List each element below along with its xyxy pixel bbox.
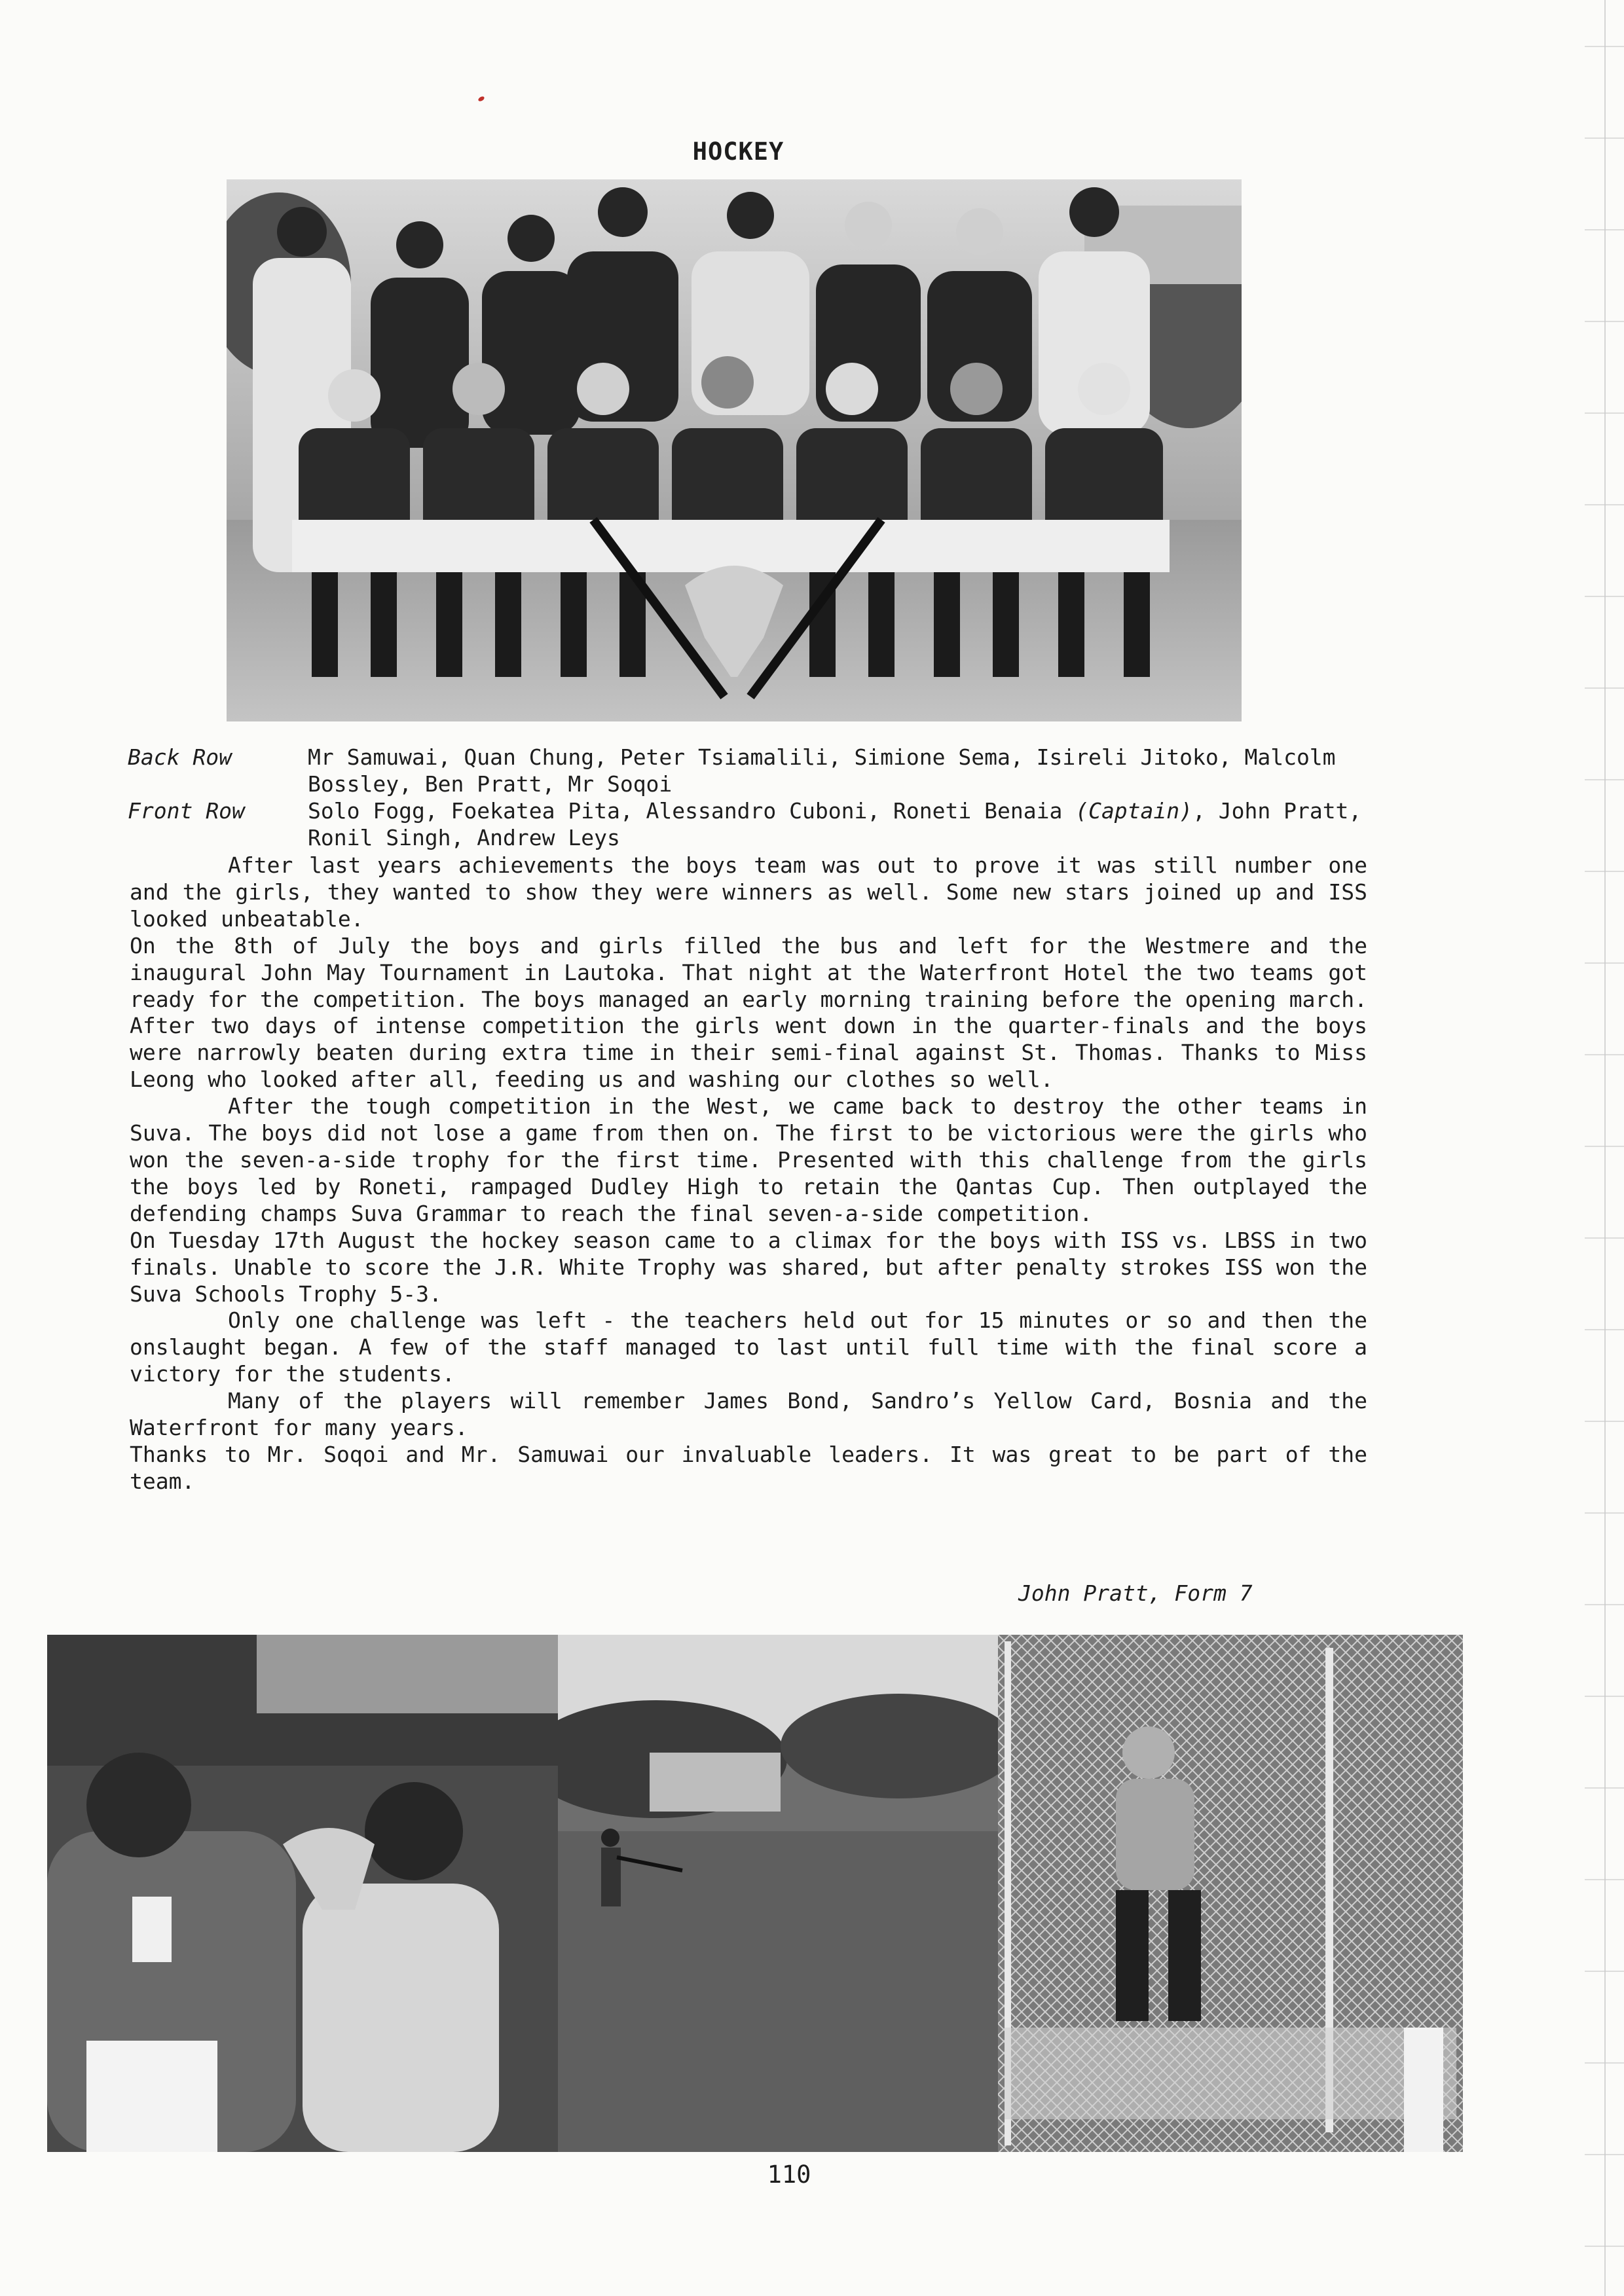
page-number: 110 [767,2160,811,2189]
ink-mark [477,96,485,102]
binder-edge [1585,0,1624,2296]
goalkeeper-photo [998,1635,1463,2152]
paragraph: Thanks to Mr. Soqoi and Mr. Samuwai our invaluable leaders. It was great to be part of the team. [130,1441,1367,1494]
trophy-presentation-photo [47,1635,558,2152]
front-row-label: Front Row [128,798,245,824]
paragraph: After last years achievements the boys team was out to prove it was still number one and the girls, they wanted to show they were winners as well. Some new stars joined up and ISS looked unbeatable. [130,852,1367,932]
team-photo-image [227,179,1242,721]
page-title: HOCKEY [692,137,784,166]
paragraph: Many of the players will remember James Bond, Sandro’s Yellow Card, Bosnia and the Waterfront for many years. [130,1388,1367,1441]
author-signature: John Pratt, Form 7 [1018,1580,1253,1606]
goalkeeper-image [998,1635,1463,2152]
back-row-names: Mr Samuwai, Quan Chung, Peter Tsiamalili, Simione Sema, Isireli Jitoko, Malcolm Bossley, Ben Pratt, Mr Soqoi [308,744,1336,797]
paragraph: On Tuesday 17th August the hockey season came to a climax for the boys with ISS vs. LBSS in two finals. Unable to score the J.R. White Trophy was shared, but after penalty strokes ISS won the Suva Schools Trophy 5-3. [130,1227,1367,1307]
paragraph: Only one challenge was left - the teachers held out for 15 minutes or so and then the onslaught began. A few of the staff managed to last until full time with the final score a victory for the students. [130,1307,1367,1387]
photo-caption [128,744,1372,851]
hockey-field-photo [558,1635,998,2152]
trophy-presentation-image [47,1635,558,2152]
team-photo [227,179,1242,721]
article-body [130,852,1367,1495]
hockey-field-image [558,1635,998,2152]
caption-front-row [128,797,1372,851]
front-row-names-part1: Solo Fogg, Foekatea Pita, Alessandro Cuboni, Roneti Benaia [308,798,1063,824]
paragraph: On the 8th of July the boys and girls filled the bus and left for the Westmere and the inaugural John May Tournament in Lautoka. That night at the Waterfront Hotel the two teams got ready for the competition. The boys managed an early morning training before the opening march. After two days of intense competition the girls went down in the quarter-finals and the boys were narrowly beaten during extra time in their semi-final against St. Thomas. Thanks to Miss Leong who looked after all, feeding us and washing our clothes so well. [130,932,1367,1093]
captain-label: (Captain) [1075,798,1193,824]
paragraph: After the tough competition in the West, we came back to destroy the other teams in Suva. The boys did not lose a game from then on. The first to be victorious were the girls who won the seven-a-side trophy for the first time. Presented with this challenge from the girls the boys led by Roneti, rampaged Dudley High to retain the Qantas Cup. Then outplayed the defending champs Suva Grammar to reach the final seven-a-side competition. [130,1093,1367,1226]
back-row-label: Back Row [128,744,232,770]
front-row-names [308,797,1372,851]
caption-back-row [128,744,1372,797]
front-row-names-part2: , John Pratt, Ronil Singh, Andrew Leys [308,798,1362,850]
